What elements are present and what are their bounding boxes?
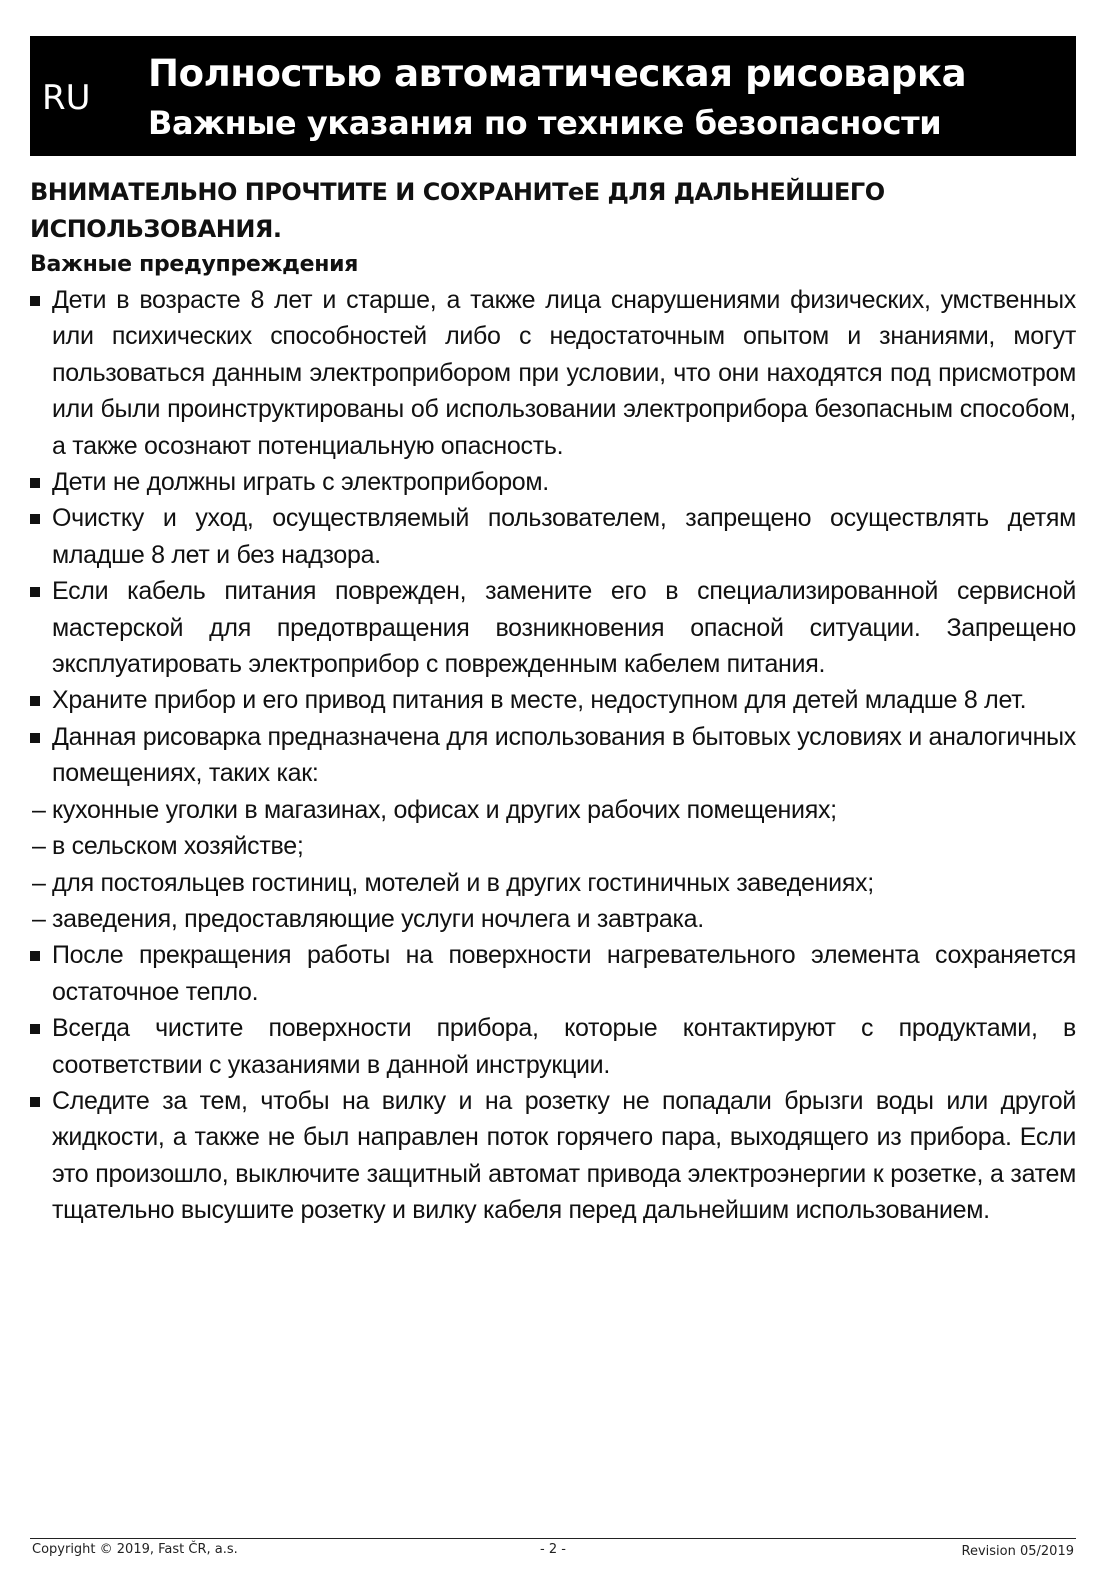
language-code: RU <box>42 78 91 118</box>
list-item-text: Следите за тем, чтобы на вилку и на розетку не попадали брызги воды или другой жидкости, а также не был направлен поток горячего пара, выходящего из прибора. Если это произошло, выключите защитный автомат привода электроэнергии к розетке, а затем тщательно высушите розетку и вилку кабеля перед дальнейшим использованием. <box>52 1086 1076 1225</box>
list-item <box>30 282 1076 464</box>
read-and-keep-heading: ВНИМАТЕЛЬНО ПРОЧТИТЕ И СОХРАНИТеЕ ДЛЯ ДАЛЬНЕЙШЕГО ИСПОЛЬЗОВАНИЯ. <box>30 178 885 243</box>
list-item-text: Очистку и уход, осуществляемый пользователем, запрещено осуществлять детям младше 8 лет и без надзора. <box>52 504 1076 569</box>
dash-icon: – <box>32 904 46 933</box>
bullet-icon <box>30 1024 40 1034</box>
sub-list-item <box>30 792 1076 828</box>
bullet-icon <box>30 1097 40 1107</box>
sub-list-item <box>30 828 1076 864</box>
list-item-text: Данная рисоварка предназначена для использования в бытовых условиях и аналогичных помещениях, таких как: <box>52 722 1076 788</box>
warnings-list-continued <box>30 937 1076 1228</box>
list-item-text: Дети не должны играть с электроприбором. <box>52 468 549 497</box>
list-item <box>30 500 1076 573</box>
bullet-icon <box>30 478 40 488</box>
revision-text: Revision 05/2019 <box>961 1544 1074 1559</box>
list-item-text: Храните прибор и его привод питания в месте, недоступном для детей младше 8 лет. <box>52 686 1027 715</box>
list-item <box>30 1083 1076 1229</box>
sub-list-item <box>30 901 1076 937</box>
page-title: Полностью автоматическая рисоварка <box>148 52 967 95</box>
list-item-text: Всегда чистите поверхности прибора, которые контактируют с продуктами, в соответствии с указаниями в данной инструкции. <box>52 1014 1076 1079</box>
usage-places-list <box>30 792 1076 938</box>
bullet-icon <box>30 951 40 961</box>
list-item <box>30 719 1076 792</box>
header-banner <box>30 36 1076 156</box>
sub-list-item-text: заведения, предоставляющие услуги ночлега и завтрака. <box>52 904 704 933</box>
list-item <box>30 464 1076 500</box>
sub-list-item-text: кухонные уголки в магазинах, офисах и других рабочих помещениях; <box>52 795 837 824</box>
list-item <box>30 573 1076 682</box>
list-item <box>30 1010 1076 1083</box>
bullet-icon <box>30 296 40 306</box>
sub-list-item-text: в сельском хозяйстве; <box>52 832 304 861</box>
bullet-icon <box>30 696 40 706</box>
list-item-text: Дети в возрасте 8 лет и старше, а также лица снарушениями физических, умственных или психических способностей либо с недостаточным опытом и знаниями, могут пользоваться данным электроприбором при условии, что они находятся под присмотром или были проинструктированы об использовании электроприбора безопасным способом, а также осознают потенциальную опасность. <box>52 286 1076 460</box>
list-item <box>30 937 1076 1010</box>
sub-list-item-text: для постояльцев гостиниц, мотелей и в других гостиничных заведениях; <box>52 868 874 897</box>
header-titles <box>148 48 966 146</box>
sub-list-item <box>30 865 1076 901</box>
footer-divider <box>30 1538 1076 1539</box>
bullet-icon <box>30 733 40 743</box>
page-subtitle: Важные указания по технике безопасности <box>148 104 942 142</box>
list-item <box>30 682 1076 718</box>
page-number: - 2 - <box>540 1542 566 1557</box>
dash-icon: – <box>32 795 46 824</box>
document-body <box>30 174 1076 1229</box>
copyright-text: Copyright © 2019, Fast ČR, a.s. <box>32 1542 238 1557</box>
bullet-icon <box>30 587 40 597</box>
warnings-list <box>30 282 1076 792</box>
warnings-heading: Важные предупреждения <box>30 252 359 277</box>
list-item-text: Если кабель питания поврежден, замените его в специализированной сервисной мастерской для предотвращения возникновения опасной ситуации. Запрещено эксплуатировать электроприбор с поврежденным кабелем питания. <box>52 577 1076 679</box>
dash-icon: – <box>32 832 46 861</box>
bullet-icon <box>30 514 40 524</box>
dash-icon: – <box>32 868 46 897</box>
list-item-text: После прекращения работы на поверхности нагревательного элемента сохраняется остаточное тепло. <box>52 941 1076 1006</box>
